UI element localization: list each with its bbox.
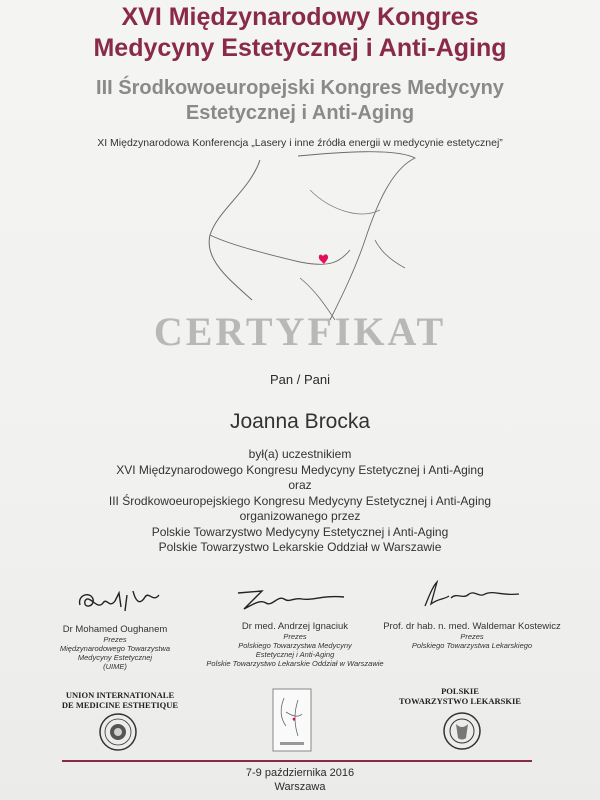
signatory-role: Prezes Polskiego Towarzystwa Medycyny Estetycznej i Anti-Aging Polskie Towarzystwo Lekarskie Oddział w Warszawie [206, 632, 384, 668]
conference-line: XI Międzynarodowa Konferencja „Lasery i inne źródła energii w medycynie estetycznej” [97, 137, 503, 149]
signatory-name: Dr Mohamed Oughanem [62, 624, 168, 635]
certificate-heading: CERTYFIKAT [153, 309, 447, 354]
congress-title: XVI Międzynarodowy Kongres Medycyny Estetycznej i Anti-Aging [93, 3, 507, 62]
signatory-name: Prof. dr hab. n. med. Waldemar Kostewicz [383, 621, 561, 632]
ptl-seal-icon [442, 710, 482, 752]
salutation: Pan / Pani [270, 372, 330, 387]
signature-right-icon [405, 578, 525, 610]
signature-left-icon [75, 585, 165, 617]
congress-subtitle: III Środkowoeuropejski Kongres Medycyny Estetycznej i Anti-Aging [96, 77, 504, 124]
signatory-left [40, 625, 190, 671]
body-line: III Środkowoeuropejskiego Kongresu Medycyny Estetycznej i Anti-Aging [108, 493, 492, 508]
ptmeaa-logo-icon [272, 688, 312, 752]
certificate-body [0, 447, 600, 556]
signatory-role: Prezes Międzynarodowego Towarzystwa Medycyny Estetycznej (UIME) [59, 635, 171, 671]
uime-name: UNION INTERNATIONALE DE MEDICINE ESTHETIQUE [61, 690, 179, 710]
signatory-role: Prezes Polskiego Towarzystwa Lekarskiego [411, 632, 533, 650]
body-line: Polskie Towarzystwo Lekarskie Oddział w Warszawie [158, 540, 442, 554]
ptl-name: POLSKIE TOWARZYSTWO LEKARSKIE [399, 686, 521, 706]
signature-center-icon [232, 585, 352, 615]
body-line: organizowanego przez [239, 509, 361, 523]
signatory-right [372, 622, 572, 650]
signatory-center [190, 622, 400, 668]
body-line: Polskie Towarzystwo Medycyny Estetycznej i Anti-Aging [151, 524, 449, 539]
body-line: oraz [288, 478, 312, 492]
signatory-name: Dr med. Andrzej Ignaciuk [241, 621, 349, 632]
body-line: był(a) uczestnikiem [248, 447, 352, 461]
uime-seal-icon [98, 712, 138, 752]
decorative-line-art-icon [190, 150, 420, 325]
footer-divider [62, 760, 532, 762]
body-line: XVI Międzynarodowego Kongresu Medycyny Estetycznej i Anti-Aging [116, 462, 484, 477]
heart-icon [319, 254, 328, 264]
footer-date: 7-9 października 2016 Warszawa [245, 767, 355, 793]
recipient-name: Joanna Brocka [229, 410, 371, 433]
